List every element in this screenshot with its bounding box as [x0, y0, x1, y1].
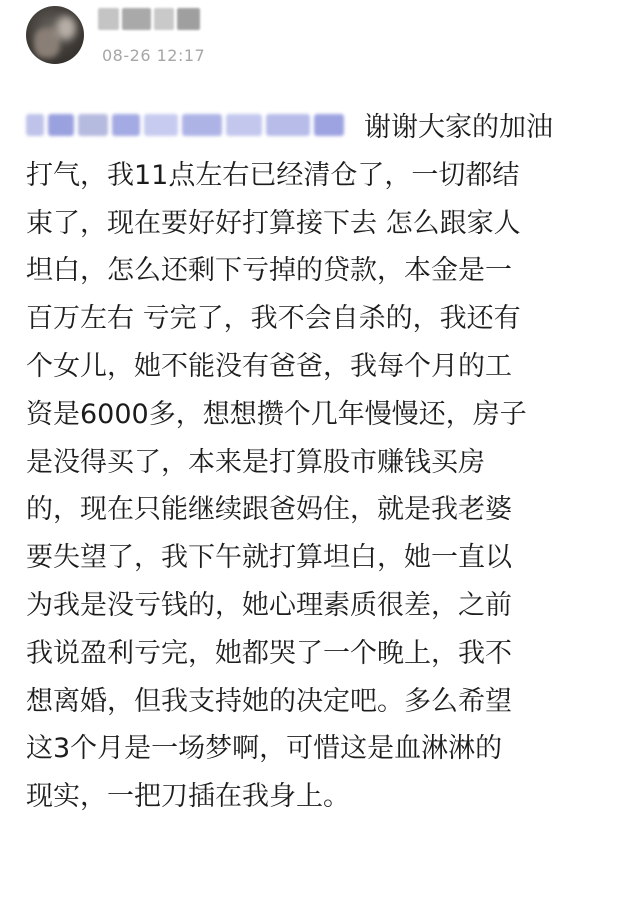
redaction-block [78, 114, 108, 136]
redaction-block [177, 8, 200, 30]
post-body [26, 104, 626, 821]
avatar-blur [56, 16, 76, 40]
username-redacted[interactable] [98, 8, 200, 30]
post-line: 现实，一把刀插在我身上。 [26, 781, 350, 813]
post-line: 是没得买了，本来是打算股市赚钱买房 [26, 446, 485, 478]
post-line: 打气，我11点左右已经清仓了，一切都结 [26, 159, 520, 191]
post-line: 百万左右 亏完了，我不会自杀的，我还有 [26, 303, 521, 335]
post-line [26, 104, 626, 152]
post-line: 想离婚，但我支持她的决定吧。多么希望 [26, 685, 512, 717]
avatar[interactable] [26, 6, 84, 64]
redaction-block [112, 114, 140, 136]
post-line: 我说盈利亏完，她都哭了一个晚上，我不 [26, 637, 512, 669]
post-header [26, 4, 626, 68]
post-line: 的，现在只能继续跟爸妈住，就是我老婆 [26, 494, 512, 526]
post-text: 谢谢大家的加油 [364, 112, 553, 143]
post-line: 这3个月是一场梦啊，可惜这是血淋淋的 [26, 733, 503, 765]
post-line: 为我是没亏钱的，她心理素质很差，之前 [26, 589, 512, 621]
post-line: 坦白，怎么还剩下亏掉的贷款，本金是一 [26, 255, 512, 287]
post-timestamp: 08-26 12:17 [102, 46, 206, 65]
redaction-block [314, 114, 344, 136]
redaction-block [26, 114, 44, 136]
post-line: 资是6000多，想想攒个几年慢慢还，房子 [26, 398, 527, 430]
post-line: 束了，现在要好好打算接下去 怎么跟家人 [26, 207, 521, 239]
redaction-block [226, 114, 262, 136]
redaction-block [98, 8, 119, 30]
redaction-block [122, 8, 151, 30]
redaction-block [48, 114, 74, 136]
mention-redacted[interactable] [26, 110, 352, 140]
redaction-block [266, 114, 310, 136]
redaction-block [182, 114, 222, 136]
redaction-block [144, 114, 178, 136]
post-line: 要失望了，我下午就打算坦白，她一直以 [26, 542, 512, 574]
redaction-block [154, 8, 173, 30]
post-line: 个女儿，她不能没有爸爸，我每个月的工 [26, 350, 512, 382]
